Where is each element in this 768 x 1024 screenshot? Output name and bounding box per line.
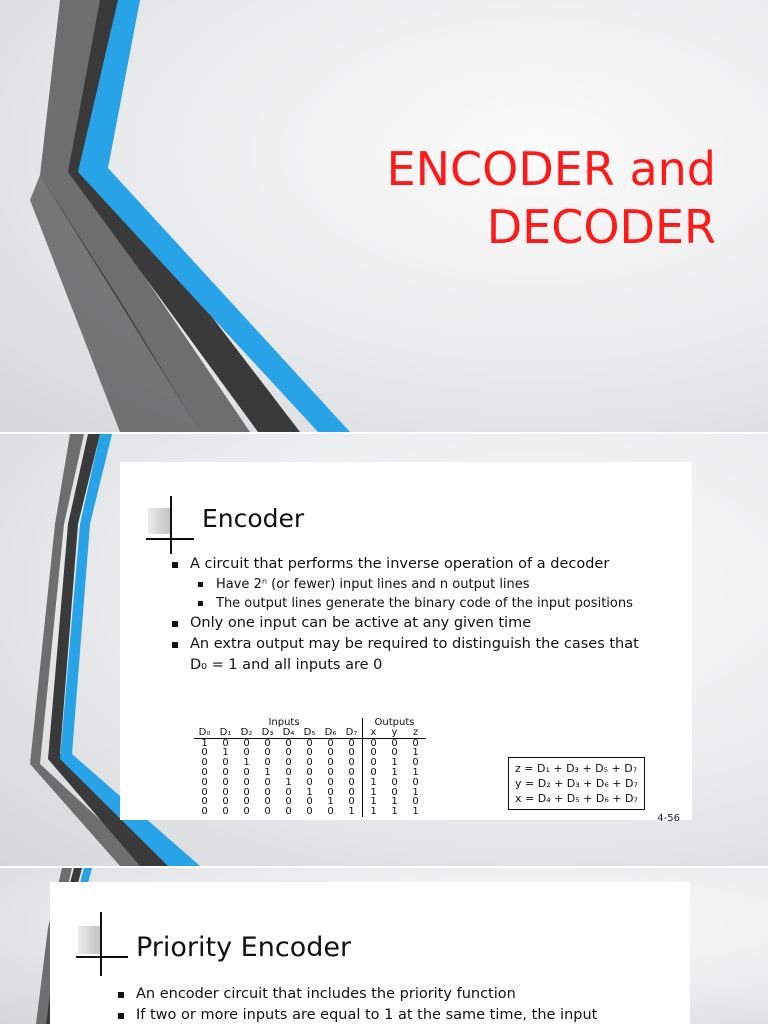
table-cell: 0 (306, 766, 313, 778)
column-header: D₃ (257, 728, 278, 738)
equation-y: y = D₂ + D₃ + D₆ + D₇ (515, 777, 638, 790)
table-cell: 0 (348, 786, 355, 798)
table-cell: 0 (201, 776, 208, 788)
bullet-item: If two or more inputs are equal to 1 at the same time, the input (114, 1005, 684, 1024)
table-cell: 0 (243, 766, 250, 778)
table-cell: 0 (412, 757, 419, 769)
table-cell: 0 (363, 758, 385, 768)
table-cell: 0 (285, 786, 292, 798)
column-header: D₆ (320, 728, 341, 738)
table-cell: 1 (412, 747, 419, 759)
table-cell: 0 (201, 757, 208, 769)
table-cell: 1 (285, 776, 292, 788)
table-cell: 1 (363, 797, 385, 807)
table-cell: 0 (348, 776, 355, 788)
table-cell: 0 (327, 806, 334, 818)
column-header: D₂ (236, 728, 257, 738)
column-header: D₁ (215, 728, 236, 738)
table-cell: 0 (327, 757, 334, 769)
table-cell: 1 (391, 796, 398, 808)
table-cell: 1 (222, 747, 229, 759)
table-cell: 0 (306, 757, 313, 769)
table-cell: 0 (391, 747, 398, 759)
priority-encoder-slide (0, 868, 768, 1024)
table-cell: 1 (363, 807, 385, 817)
slide-title (387, 140, 716, 256)
table-cell: 0 (264, 757, 271, 769)
encoder-equations (508, 757, 645, 810)
table-cell: 1 (412, 806, 419, 818)
bullet-item: Only one input can be active at any given time (168, 613, 688, 634)
table-cell: 1 (306, 786, 313, 798)
table-cell: 1 (391, 766, 398, 778)
table-cell: 0 (201, 766, 208, 778)
column-header: x (363, 728, 385, 738)
table-cell: 0 (264, 806, 271, 818)
table-cell: 0 (348, 766, 355, 778)
slide-heading: Encoder (202, 504, 305, 533)
bullet-item (168, 634, 688, 676)
table-cell: 0 (306, 776, 313, 788)
bullet-item: An encoder circuit that includes the priority function (114, 984, 684, 1005)
heading-cross-ornament (74, 912, 128, 976)
encoder-content-card (120, 462, 692, 824)
table-cell: 0 (243, 737, 250, 749)
bullet-line: D₀ = 1 and all inputs are 0 (190, 657, 383, 673)
bullet-line: An extra output may be required to distinguish the cases that (190, 636, 639, 652)
table-cell: 0 (306, 737, 313, 749)
table-cell: 0 (412, 796, 419, 808)
column-header: z (405, 728, 426, 738)
table-cell: 0 (363, 768, 385, 778)
table-cell: 0 (363, 738, 385, 748)
table-cell: 0 (285, 737, 292, 749)
column-header: D₅ (299, 728, 320, 738)
priority-encoder-content-card (50, 882, 690, 1024)
sub-bullet-item: The output lines generate the binary code of the input positions (168, 594, 688, 613)
sub-bullet-item: Have 2ⁿ (or fewer) input lines and n output lines (168, 575, 688, 594)
table-cell: 0 (264, 786, 271, 798)
inputs-header: Inputs (268, 717, 300, 728)
table-cell: 0 (391, 786, 398, 798)
title-line-2: DECODER (486, 200, 716, 254)
table-cell: 0 (201, 796, 208, 808)
table-cell: 1 (348, 806, 355, 818)
priority-encoder-bullets (114, 984, 684, 1024)
table-cell: 0 (348, 737, 355, 749)
table-cell: 0 (285, 757, 292, 769)
table-cell: 1 (412, 766, 419, 778)
equation-z: z = D₁ + D₃ + D₅ + D₇ (515, 762, 638, 775)
slide-heading: Priority Encoder (136, 932, 352, 963)
table-cell: 0 (306, 806, 313, 818)
table-cell: 0 (243, 786, 250, 798)
table-cell: 0 (306, 747, 313, 759)
table-cell: 0 (348, 757, 355, 769)
table-cell: 0 (222, 757, 229, 769)
table-cell: 0 (222, 766, 229, 778)
encoder-bullets (168, 554, 688, 676)
table-cell: 0 (201, 806, 208, 818)
table-cell: 0 (285, 747, 292, 759)
column-header: D₀ (194, 728, 215, 738)
table-cell: 0 (348, 747, 355, 759)
table-cell: 0 (327, 786, 334, 798)
table-cell: 1 (412, 786, 419, 798)
table-cell: 0 (243, 776, 250, 788)
table-row (194, 807, 426, 817)
table-cell: 0 (327, 737, 334, 749)
table-cell: 0 (243, 806, 250, 818)
table-cell: 0 (306, 796, 313, 808)
table-cell: 0 (391, 776, 398, 788)
table-cell: 0 (222, 776, 229, 788)
table-cell: 0 (363, 748, 385, 758)
table-cell: 1 (391, 757, 398, 769)
table-cell: 0 (243, 796, 250, 808)
table-cell: 0 (285, 766, 292, 778)
table-cell: 1 (363, 788, 385, 798)
table-cell: 0 (222, 737, 229, 749)
heading-cross-ornament (144, 496, 194, 556)
table-cell: 0 (285, 796, 292, 808)
table-cell: 0 (327, 747, 334, 759)
table-cell: 1 (264, 766, 271, 778)
table-cell: 0 (222, 796, 229, 808)
encoder-slide (0, 434, 768, 866)
title-slide (0, 0, 768, 432)
bullet-item: A circuit that performs the inverse operation of a decoder (168, 554, 688, 575)
column-header: D₄ (278, 728, 299, 738)
table-cell: 1 (243, 757, 250, 769)
table-cell: 0 (222, 786, 229, 798)
table-cell: 0 (264, 796, 271, 808)
table-cell: 0 (391, 737, 398, 749)
table-cell: 0 (201, 786, 208, 798)
table-cell: 0 (348, 796, 355, 808)
truth-table (194, 718, 426, 817)
table-cell: 0 (412, 737, 419, 749)
title-line-1: ENCODER and (386, 142, 716, 196)
table-cell: 0 (222, 806, 229, 818)
column-header: y (384, 728, 405, 738)
table-cell: 1 (391, 806, 398, 818)
table-cell: 0 (201, 747, 208, 759)
table-cell: 0 (264, 747, 271, 759)
table-cell: 0 (264, 776, 271, 788)
table-cell: 1 (201, 737, 208, 749)
table-cell: 0 (243, 747, 250, 759)
table-cell: 1 (363, 778, 385, 788)
table-cell: 0 (327, 766, 334, 778)
table-cell: 1 (327, 796, 334, 808)
table-cell: 0 (412, 776, 419, 788)
column-header: D₇ (341, 728, 363, 738)
table-cell: 0 (285, 806, 292, 818)
table-cell: 0 (264, 737, 271, 749)
page-number: 4-56 (657, 813, 680, 824)
table-cell: 0 (327, 776, 334, 788)
equation-x: x = D₄ + D₅ + D₆ + D₇ (515, 792, 638, 805)
outputs-header: Outputs (363, 718, 427, 728)
